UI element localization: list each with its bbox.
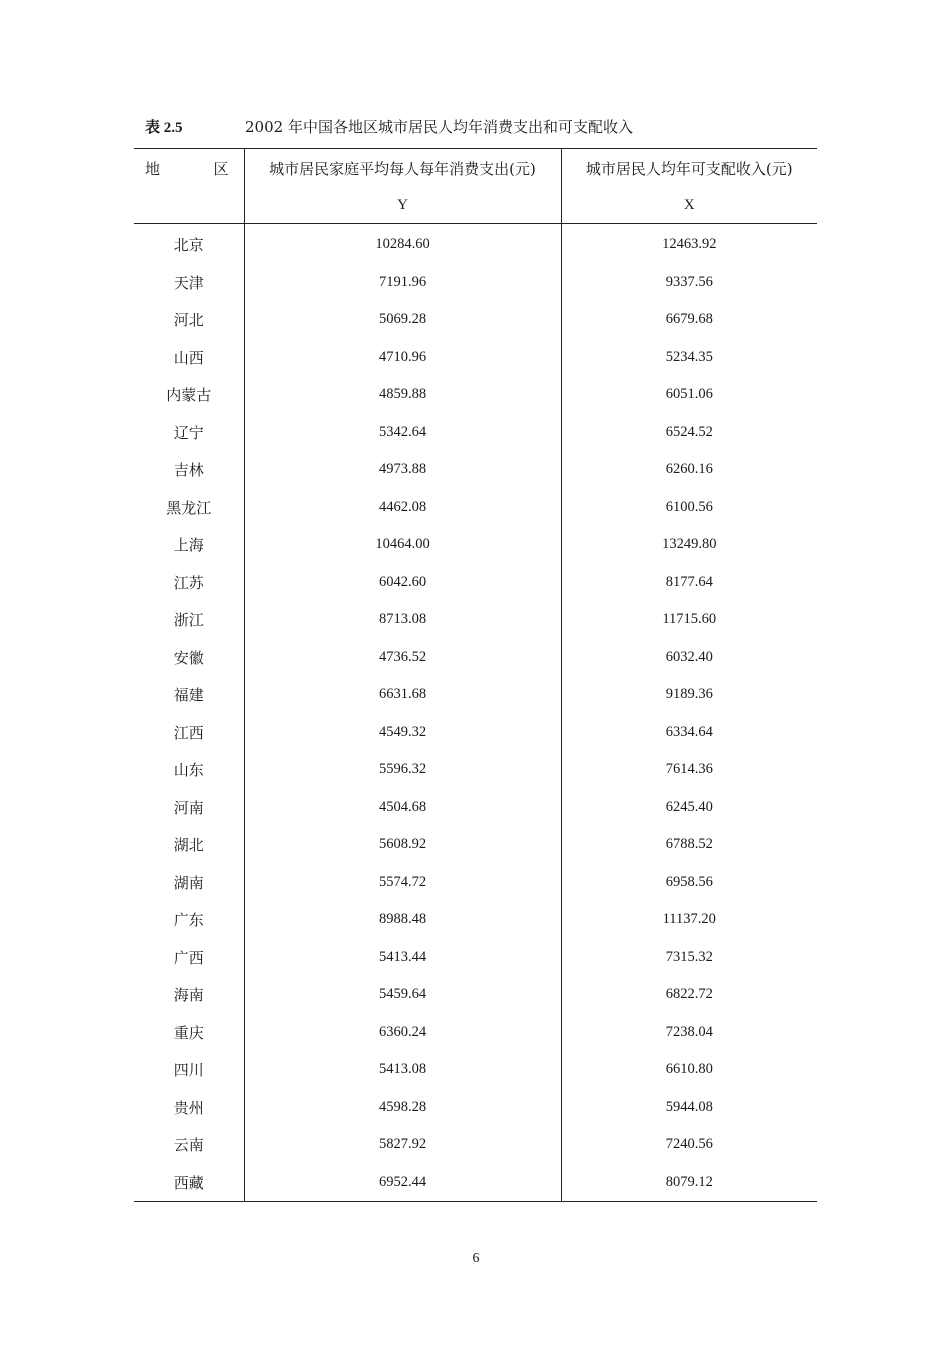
table-row [134, 489, 817, 527]
consumption-symbol: Y [244, 187, 561, 224]
table-row [134, 789, 817, 827]
table-row [134, 939, 817, 977]
data-table [134, 148, 817, 1202]
table-row [134, 224, 817, 264]
consumption-cell: 4462.08 [244, 489, 561, 527]
region-header-char1: 地 [145, 159, 161, 178]
income-cell: 6051.06 [561, 376, 817, 414]
table-row [134, 339, 817, 377]
table-row [134, 526, 817, 564]
table-row [134, 714, 817, 752]
income-cell: 6822.72 [561, 976, 817, 1014]
consumption-cell: 6042.60 [244, 564, 561, 602]
consumption-header: 城市居民家庭平均每人每年消费支出(元) [244, 149, 561, 188]
income-cell: 7614.36 [561, 751, 817, 789]
income-cell: 9337.56 [561, 264, 817, 302]
consumption-cell: 10284.60 [244, 224, 561, 264]
consumption-cell: 4598.28 [244, 1089, 561, 1127]
region-cell: 云南 [173, 1136, 204, 1155]
consumption-cell: 4710.96 [244, 339, 561, 377]
table-row [134, 414, 817, 452]
consumption-cell: 7191.96 [244, 264, 561, 302]
income-cell: 6679.68 [561, 301, 817, 339]
region-cell: 山东 [173, 761, 204, 780]
consumption-cell: 5413.44 [244, 939, 561, 977]
consumption-cell: 6360.24 [244, 1014, 561, 1052]
income-cell: 7238.04 [561, 1014, 817, 1052]
consumption-cell: 10464.00 [244, 526, 561, 564]
table-title: 2002 年中国各地区城市居民人均年消费支出和可支配收入 [245, 118, 633, 136]
income-cell: 9189.36 [561, 676, 817, 714]
region-cell: 四川 [173, 1061, 204, 1080]
table-row [134, 751, 817, 789]
table-row [134, 1051, 817, 1089]
table-row [134, 901, 817, 939]
consumption-cell: 5574.72 [244, 864, 561, 902]
table-row [134, 451, 817, 489]
consumption-cell: 5413.08 [244, 1051, 561, 1089]
region-cell: 福建 [173, 686, 204, 705]
table-row [134, 376, 817, 414]
region-cell: 江苏 [173, 573, 204, 592]
region-cell: 西藏 [134, 1164, 244, 1202]
table-row [134, 676, 817, 714]
region-cell: 重庆 [173, 1023, 204, 1042]
income-cell: 8079.12 [561, 1164, 817, 1202]
consumption-cell: 6631.68 [244, 676, 561, 714]
consumption-cell: 4504.68 [244, 789, 561, 827]
table-row [134, 826, 817, 864]
consumption-cell: 5827.92 [244, 1126, 561, 1164]
income-cell: 6610.80 [561, 1051, 817, 1089]
region-cell: 浙江 [173, 611, 204, 630]
table-row [134, 264, 817, 302]
consumption-cell: 8988.48 [244, 901, 561, 939]
region-cell: 广东 [173, 911, 204, 930]
consumption-cell: 5069.28 [244, 301, 561, 339]
region-header [134, 149, 244, 188]
region-cell: 辽宁 [173, 423, 204, 442]
income-cell: 5234.35 [561, 339, 817, 377]
table-caption [145, 116, 633, 137]
income-cell: 13249.80 [561, 526, 817, 564]
income-cell: 11715.60 [561, 601, 817, 639]
income-cell: 7315.32 [561, 939, 817, 977]
region-cell: 天津 [173, 273, 204, 292]
region-cell: 北京 [173, 236, 204, 255]
region-cell: 黑龙江 [166, 498, 212, 517]
region-cell: 内蒙古 [166, 386, 212, 405]
income-cell: 7240.56 [561, 1126, 817, 1164]
symbol-row [134, 187, 817, 224]
region-header-char2: 区 [213, 159, 229, 178]
region-cell: 河南 [173, 798, 204, 817]
consumption-cell: 5608.92 [244, 826, 561, 864]
table-row [134, 301, 817, 339]
table-row [134, 864, 817, 902]
income-cell: 11137.20 [561, 901, 817, 939]
consumption-cell: 4549.32 [244, 714, 561, 752]
income-cell: 6032.40 [561, 639, 817, 677]
region-cell: 湖南 [173, 873, 204, 892]
income-header: 城市居民人均年可支配收入(元) [561, 149, 817, 188]
region-cell: 海南 [173, 986, 204, 1005]
consumption-cell: 5342.64 [244, 414, 561, 452]
region-cell: 河北 [173, 311, 204, 330]
table-row [134, 1089, 817, 1127]
income-cell: 6245.40 [561, 789, 817, 827]
region-cell: 安徽 [173, 648, 204, 667]
region-cell: 湖北 [173, 836, 204, 855]
income-cell: 6958.56 [561, 864, 817, 902]
region-header-blank [134, 187, 244, 224]
table-row [134, 639, 817, 677]
consumption-cell: 4736.52 [244, 639, 561, 677]
table-row [134, 1014, 817, 1052]
consumption-cell: 4859.88 [244, 376, 561, 414]
income-cell: 6260.16 [561, 451, 817, 489]
income-cell: 8177.64 [561, 564, 817, 602]
table-body [134, 224, 817, 1202]
region-cell: 上海 [173, 536, 204, 555]
region-cell: 广西 [173, 948, 204, 967]
table-row [134, 1164, 817, 1202]
page-number: 6 [472, 1251, 480, 1266]
income-cell: 6334.64 [561, 714, 817, 752]
region-cell: 贵州 [173, 1098, 204, 1117]
income-cell: 12463.92 [561, 224, 817, 264]
table-row [134, 1126, 817, 1164]
consumption-cell: 6952.44 [244, 1164, 561, 1202]
income-cell: 6788.52 [561, 826, 817, 864]
consumption-cell: 4973.88 [244, 451, 561, 489]
table-row [134, 564, 817, 602]
table-number: 表 2.5 [145, 120, 183, 136]
consumption-cell: 8713.08 [244, 601, 561, 639]
income-symbol: X [561, 187, 817, 224]
table-row [134, 601, 817, 639]
income-cell: 6524.52 [561, 414, 817, 452]
region-cell: 吉林 [173, 461, 204, 480]
region-cell: 江西 [173, 723, 204, 742]
consumption-cell: 5459.64 [244, 976, 561, 1014]
table-row [134, 976, 817, 1014]
consumption-cell: 5596.32 [244, 751, 561, 789]
income-cell: 6100.56 [561, 489, 817, 527]
income-cell: 5944.08 [561, 1089, 817, 1127]
header-row [134, 149, 817, 188]
region-cell: 山西 [173, 348, 204, 367]
